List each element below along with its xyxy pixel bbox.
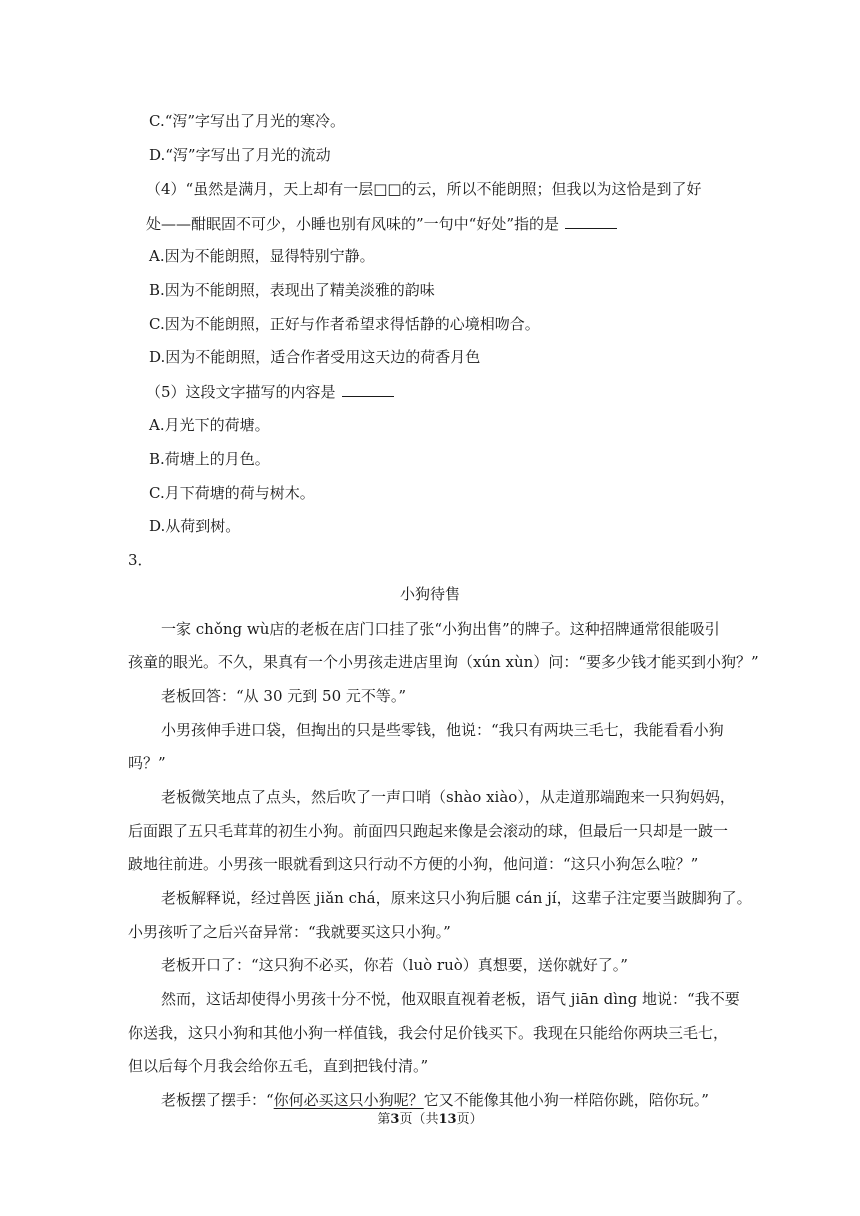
passage-line: 但以后每个月我会给你五毛，直到把钱付清。” xyxy=(128,1057,429,1075)
answer-blank xyxy=(342,381,394,397)
question-5-option-b: B.荷塘上的月色。 xyxy=(149,450,270,468)
option-c: C.“泻”字写出了月光的寒冷。 xyxy=(149,112,346,130)
footer-prefix: 第 xyxy=(377,1112,391,1127)
footer-page-number: 3 xyxy=(390,1112,400,1127)
passage-line: 孩童的眼光。不久，果真有一个小男孩走进店里询（xún xùn）问：“要多少钱才能买到小狗？” xyxy=(128,653,759,671)
passage-line: 然而，这话却使得小男孩十分不悦，他双眼直视着老板，语气 jiān dìng 地说：“我不要 xyxy=(161,990,740,1008)
footer-mid: 页（共 xyxy=(399,1112,439,1127)
passage-line: 老板回答：“从 30 元到 50 元不等。” xyxy=(161,687,407,705)
question-4-line-1: （4）“虽然是满月，天上却有一层□□的云，所以不能朗照；但我以为这恰是到了好 xyxy=(146,180,702,198)
passage-line: 吗？” xyxy=(128,754,166,772)
passage-line: 你送我，这只小狗和其他小狗一样值钱，我会付足价钱买下。我现在只能给你两块三毛七， xyxy=(128,1024,729,1042)
question-4-option-c: C.因为不能朗照，正好与作者希望求得恬静的心境相吻合。 xyxy=(149,315,540,333)
passage-text: 老板摆了摆手：“ xyxy=(161,1091,274,1109)
passage-line: 老板解释说，经过兽医 jiǎn chá，原来这只小狗后腿 cán jí，这辈子注定要当跛脚狗了。 xyxy=(161,889,752,907)
passage-line: 一家 chǒng wù店的老板在店门口挂了张“小狗出售”的牌子。这种招牌通常很能吸引 xyxy=(161,620,720,638)
question-4-option-d: D.因为不能朗照，适合作者受用这天边的荷香月色 xyxy=(149,348,481,366)
question-5-option-d: D.从荷到树。 xyxy=(149,517,241,535)
passage-text: 它又不能像其他小狗一样陪你跳，陪你玩。” xyxy=(423,1091,709,1109)
answer-blank xyxy=(565,213,617,229)
passage-line: 跛地往前进。小男孩一眼就看到这只行动不方便的小狗，他问道：“这只小狗怎么啦？” xyxy=(128,855,699,873)
question-5 xyxy=(146,381,394,402)
question-5-stem: （5）这段文字描写的内容是 xyxy=(146,383,336,401)
passage-line: 老板微笑地点了点头，然后吹了一声口哨（shào xiào），从走道那端跑来一只狗妈妈， xyxy=(161,788,735,806)
footer-total-pages: 13 xyxy=(438,1112,457,1127)
question-3-number: 3． xyxy=(128,551,153,569)
passage-line: 小男孩听了之后兴奋异常：“我就要买这只小狗。” xyxy=(128,923,451,941)
question-4-option-a: A.因为不能朗照，显得特别宁静。 xyxy=(149,247,375,265)
passage-line: 后面跟了五只毛茸茸的初生小狗。前面四只跑起来像是会滚动的球，但最后一只却是一跛一 xyxy=(128,822,729,840)
question-5-option-a: A.月光下的荷塘。 xyxy=(149,416,270,434)
passage-line: 小男孩伸手进口袋，但掏出的只是些零钱，他说：“我只有两块三毛七，我能看看小狗 xyxy=(161,721,724,739)
passage-title: 小狗待售 xyxy=(399,585,460,603)
page-footer xyxy=(0,1110,860,1130)
question-4-option-b: B.因为不能朗照，表现出了精美淡雅的韵味 xyxy=(149,281,435,299)
underlined-sentence: 你何必买这只小狗呢？ xyxy=(273,1091,424,1109)
passage-line xyxy=(161,1090,709,1110)
question-4-line-2 xyxy=(146,213,617,234)
footer-suffix: 页） xyxy=(456,1112,483,1127)
question-4-stem: 处——酣眠固不可少，小睡也别有风味的”一句中“好处”指的是 xyxy=(146,215,560,233)
option-d: D.“泻”字写出了月光的流动 xyxy=(149,146,331,164)
passage-line: 老板开口了：“这只狗不必买，你若（luò ruò）真想要，送你就好了。” xyxy=(161,956,628,974)
question-5-option-c: C.月下荷塘的荷与树木。 xyxy=(149,484,315,502)
